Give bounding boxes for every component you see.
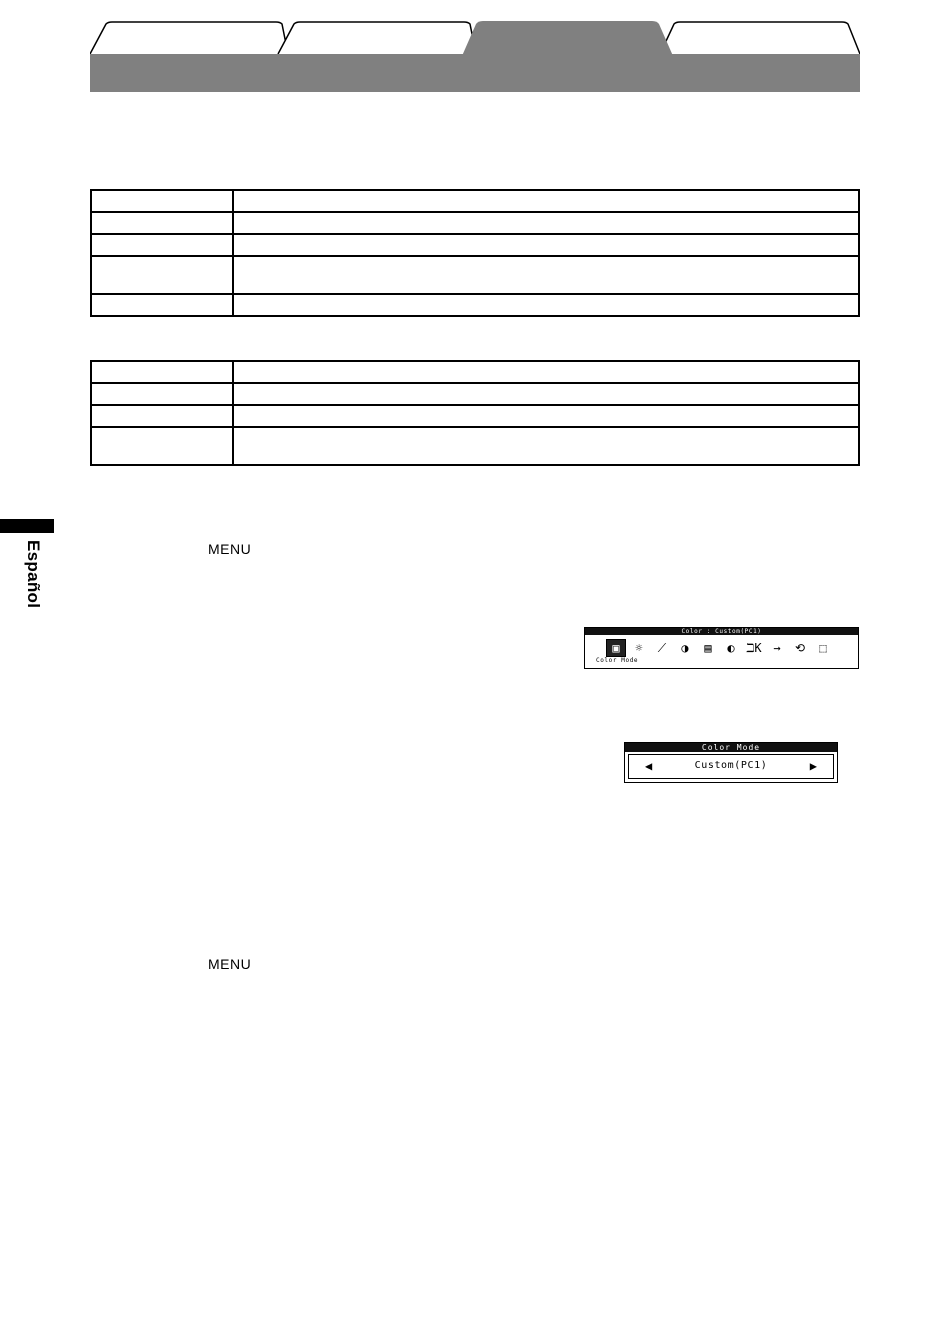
table-row [91,190,859,212]
table-row [91,383,859,405]
osd-selected-label: Color Mode [596,657,639,664]
table-row [91,294,859,316]
table-cell-value [233,294,859,316]
table-cell-value [233,212,859,234]
table-cell-key [91,212,233,234]
right-arrow-icon[interactable]: ▶ [809,759,817,773]
osd-color-mode [624,742,838,783]
table-cell-key [91,383,233,405]
input-icon[interactable]: → [773,641,781,655]
left-arrow-icon[interactable]: ◀ [645,759,653,773]
tab-2 [278,22,476,54]
contrast-icon[interactable]: ◑ [681,641,689,655]
table-cell-key [91,427,233,465]
saturation-icon[interactable]: ◐ [727,641,735,655]
table-cell-key [91,405,233,427]
tab-1 [90,22,288,54]
osd-color-mode-selector[interactable] [628,754,834,779]
sharpness-icon[interactable]: ⟋ [657,641,667,655]
tab-4 [660,22,860,54]
temperature-icon[interactable]: ℶK [746,641,762,655]
spec-table-1 [90,189,860,317]
brightness-icon[interactable]: ☼ [635,641,643,655]
language-marker [0,519,54,533]
table-cell-value [233,234,859,256]
color-mode-icon[interactable]: ▣ [607,640,625,656]
osd-color-mode-value: Custom(PC1) [694,760,768,771]
table-row [91,256,859,294]
table-cell-key [91,234,233,256]
osd-icon-row [607,640,832,656]
table-row [91,427,859,465]
language-label: Español [24,540,43,609]
table-cell-value [233,405,859,427]
reset-icon[interactable]: ⬚ [819,641,827,655]
spec-table-2 [90,360,860,466]
table-cell-value [233,383,859,405]
table-row [91,212,859,234]
table-cell-value [233,427,859,465]
osd-main-menu [584,627,859,669]
tab-3-active [462,21,673,56]
osd-color-mode-title: Color Mode [625,743,837,752]
table-cell-value [233,190,859,212]
table-row [91,405,859,427]
table-row [91,361,859,383]
table-cell-key [91,256,233,294]
recall-icon[interactable]: ⟲ [794,641,806,655]
gamma-icon[interactable]: ▤ [704,641,712,655]
menu-button-label: MENU [208,956,252,972]
table-cell-key [91,361,233,383]
table-row [91,234,859,256]
menu-button-label: MENU [208,541,252,557]
table-cell-value [233,361,859,383]
section-header-band [90,54,860,92]
table-cell-key [91,190,233,212]
osd-main-title: Color : Custom(PC1) [585,628,858,635]
table-cell-value [233,256,859,294]
table-cell-key [91,294,233,316]
